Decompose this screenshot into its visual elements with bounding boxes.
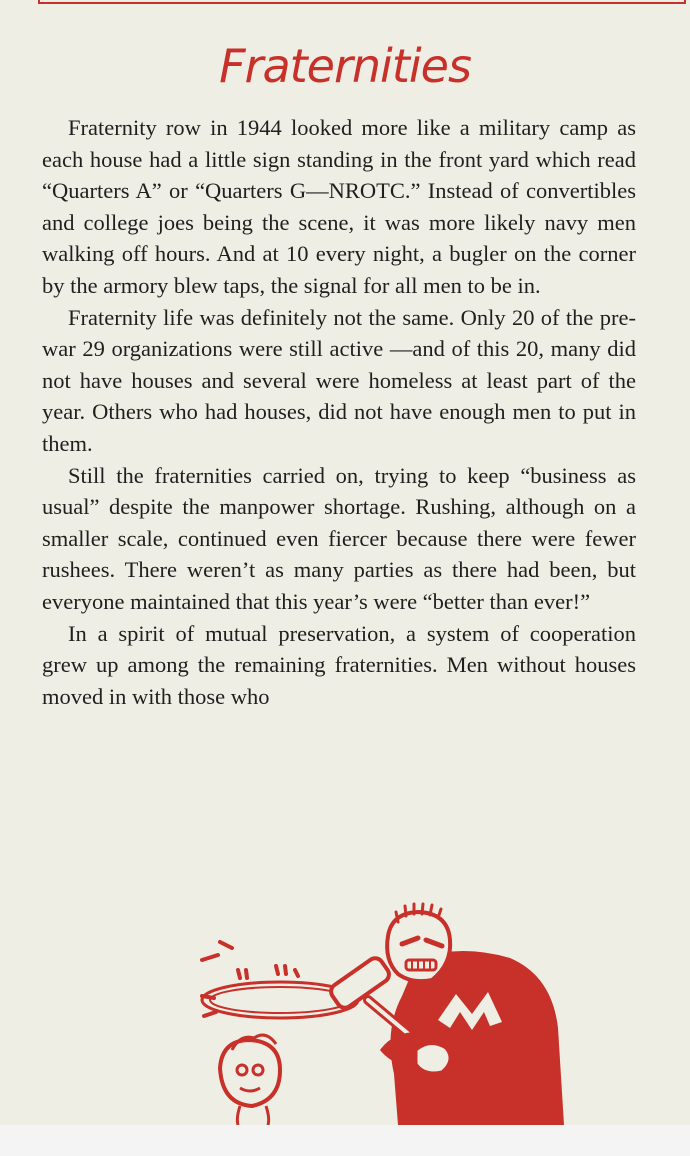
top-border-rule	[38, 0, 686, 4]
paragraph-1: Fraternity row in 1944 looked more like a military camp as each house had a little sign standing in the front yard which read “Quarters A” or “Quarters G—NROTC.” Instead of convertibles and college joes being the scene, it was more likely navy men walking off hours. And at 10 every night, a bugler on the corner by the armory blew taps, the signal for all men to be in.	[42, 115, 636, 298]
paragraph-2: Fraternity life was definitely not the same. Only 20 of the pre-war 29 organizations were still active —and of this 20, many did not have houses and several were homeless at least part of the year. Others who had houses, did not have enough men to put in them.	[42, 304, 636, 456]
paragraph-3: Still the fraternities carried on, trying to keep “business as usual” despite the manpower shortage. Rushing, although on a smaller scale, continued even fiercer because there were fewer rushees. There weren’t as many parties as there had been, but everyone maintained that this year’s were “better than ever!”	[42, 462, 636, 614]
bottom-margin	[0, 1125, 690, 1156]
cartoon-strongman-hammer-icon	[180, 900, 600, 1125]
article-body	[42, 112, 636, 712]
page-title: Fraternities	[219, 39, 471, 93]
paragraph-4: In a spirit of mutual preservation, a system of cooperation grew up among the remaining fraternities. Men without houses moved in with those who	[42, 620, 636, 709]
